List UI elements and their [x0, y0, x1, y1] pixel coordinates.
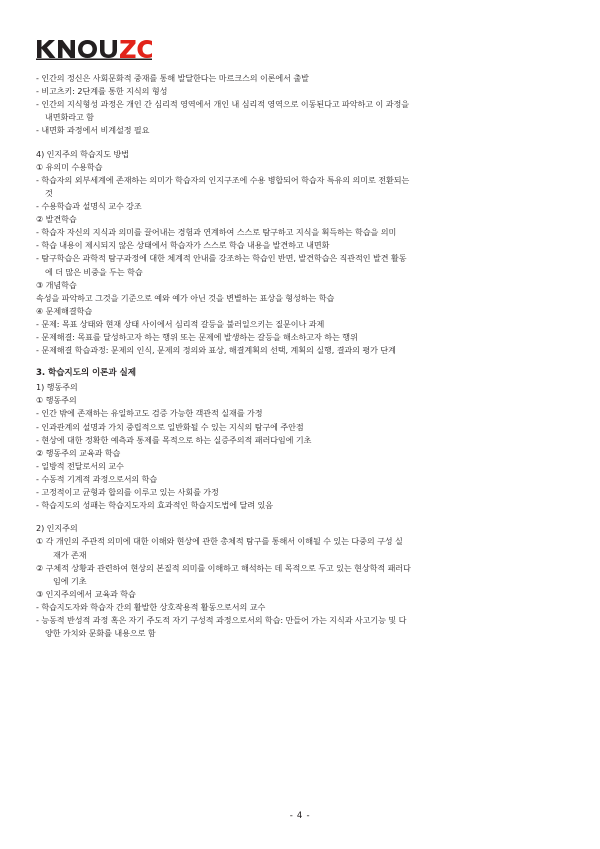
text-line: - 학습자의 외부세계에 존재하는 의미가 학습자의 인지구조에 수용 병합되어 학습자 특유의 의미로 전환되는: [36, 174, 410, 185]
text-line: - 학습지도의 성패는 학습지도자의 효과적인 학습지도법에 달려 있음: [36, 500, 273, 511]
text-line: - 학습 내용이 제시되지 않은 상태에서 학습자가 스스로 학습 내용을 발견하고 내면화: [36, 240, 330, 251]
text-line: ② 구체적 상황과 관련하여 현상의 본질적 의미를 이해하고 해석하는 데 목적으로 두고 있는 현상학적 패러다: [36, 562, 411, 573]
text-line: 속성을 파악하고 그것을 기준으로 예와 예가 아닌 것을 변별하는 표상을 형성하는 학습: [36, 292, 335, 303]
text-line: - 문제: 목표 상태와 현재 상태 사이에서 심리적 갈등을 불러일으키는 질문이나 과제: [36, 318, 325, 329]
text-line: ② 발견학습: [36, 214, 77, 225]
paragraph-spacer: [36, 357, 564, 367]
text-line: ③ 개념학습: [36, 279, 77, 290]
text-line: - 비고츠키: 2단계를 통한 지식의 형성: [36, 86, 168, 97]
text-line: ① 유의미 수용학습: [36, 161, 103, 172]
text-line: 에 더 많은 비중을 두는 학습: [45, 266, 143, 277]
text-line: - 학습지도자와 학습자 간의 활발한 상호작용적 활동으로서의 교수: [36, 601, 266, 612]
text-line: 내면화라고 함: [45, 112, 94, 123]
text-line: - 현상에 대한 정확한 예측과 통제를 목적으로 하는 실증주의적 패러다임에 기초: [36, 434, 312, 445]
section-heading: 3. 학습지도의 이론과 실제: [36, 368, 136, 379]
text-line: - 학습자 자신의 지식과 의미를 끌어내는 경험과 연계하여 스스로 탐구하고 지식을 획득하는 학습을 의미: [36, 227, 397, 238]
text-line: 임에 기초: [53, 575, 87, 586]
text-line: ① 행동주의: [36, 395, 77, 406]
text-line: - 수용학습과 설명식 교수 강조: [36, 200, 142, 211]
text-line: 것: [45, 187, 53, 198]
text-line: 양한 가치와 문화를 내용으로 함: [45, 628, 156, 639]
text-line: - 문제해결 학습과정: 문제의 인식, 문제의 정의와 표상, 해결계획의 선택, 계획의 실행, 결과의 평가 단계: [36, 345, 396, 356]
text-line: - 인간의 정신은 사회문화적 중재를 통해 발달한다는 마르크스의 이론에서 출발: [36, 73, 309, 83]
text-line: 재가 존재: [53, 549, 87, 560]
text-line: 2) 인지주의: [36, 523, 78, 534]
text-line: ④ 문제해결학습: [36, 305, 93, 316]
text-line: - 능동적 반성적 과정 혹은 자기 주도적 자기 구성적 과정으로서의 학습: 만들어 가는 지식과 사고기능 및 다: [36, 615, 407, 626]
paragraph-spacer: [36, 138, 564, 148]
text-line: - 수동적 기계적 과정으로서의 학습: [36, 473, 158, 484]
text-line: - 인간의 지식형성 과정은 개인 간 심리적 영역에서 개인 내 심리적 영역으로 이동된다고 파악하고 이 과정을: [36, 99, 409, 110]
text-line: 4) 인지주의 학습지도 방법: [36, 148, 129, 159]
text-line: - 내면화 과정에서 비계설정 필요: [36, 125, 150, 136]
text-line: 1) 행동주의: [36, 382, 78, 393]
document-body: [36, 72, 564, 640]
text-line: - 문제해결: 목표를 달성하고자 하는 행위 또는 문제에 발생하는 갈등을 해소하고자 하는 행위: [36, 332, 358, 343]
text-line: - 인간 밖에 존재하는 유일하고도 검증 가능한 객관적 실재를 가정: [36, 408, 263, 419]
text-line: ③ 인지주의에서 교육과 학습: [36, 588, 136, 599]
text-line: - 일방적 전달로서의 교수: [36, 460, 124, 471]
knouzone-logo: [36, 38, 152, 60]
text-line: - 인과관계의 설명과 가치 중립적으로 일반화될 수 있는 지식의 탐구에 주안점: [36, 421, 304, 432]
text-line: ① 각 개인의 주관적 의미에 대한 이해와 현상에 관한 총체적 탐구를 통해서 이해될 수 있는 다중의 구성 실: [36, 536, 403, 547]
text-line: ② 행동주의 교육과 학습: [36, 447, 121, 458]
text-line: - 고정적이고 균형과 합의를 이루고 있는 사회를 가정: [36, 487, 219, 498]
page-number: - 4 -: [289, 811, 311, 821]
paragraph-spacer: [36, 512, 564, 522]
text-line: - 탐구학습은 과학적 탐구과정에 대한 체계적 안내를 강조하는 학습인 반면, 발견학습은 직관적인 발견 활동: [36, 253, 407, 264]
